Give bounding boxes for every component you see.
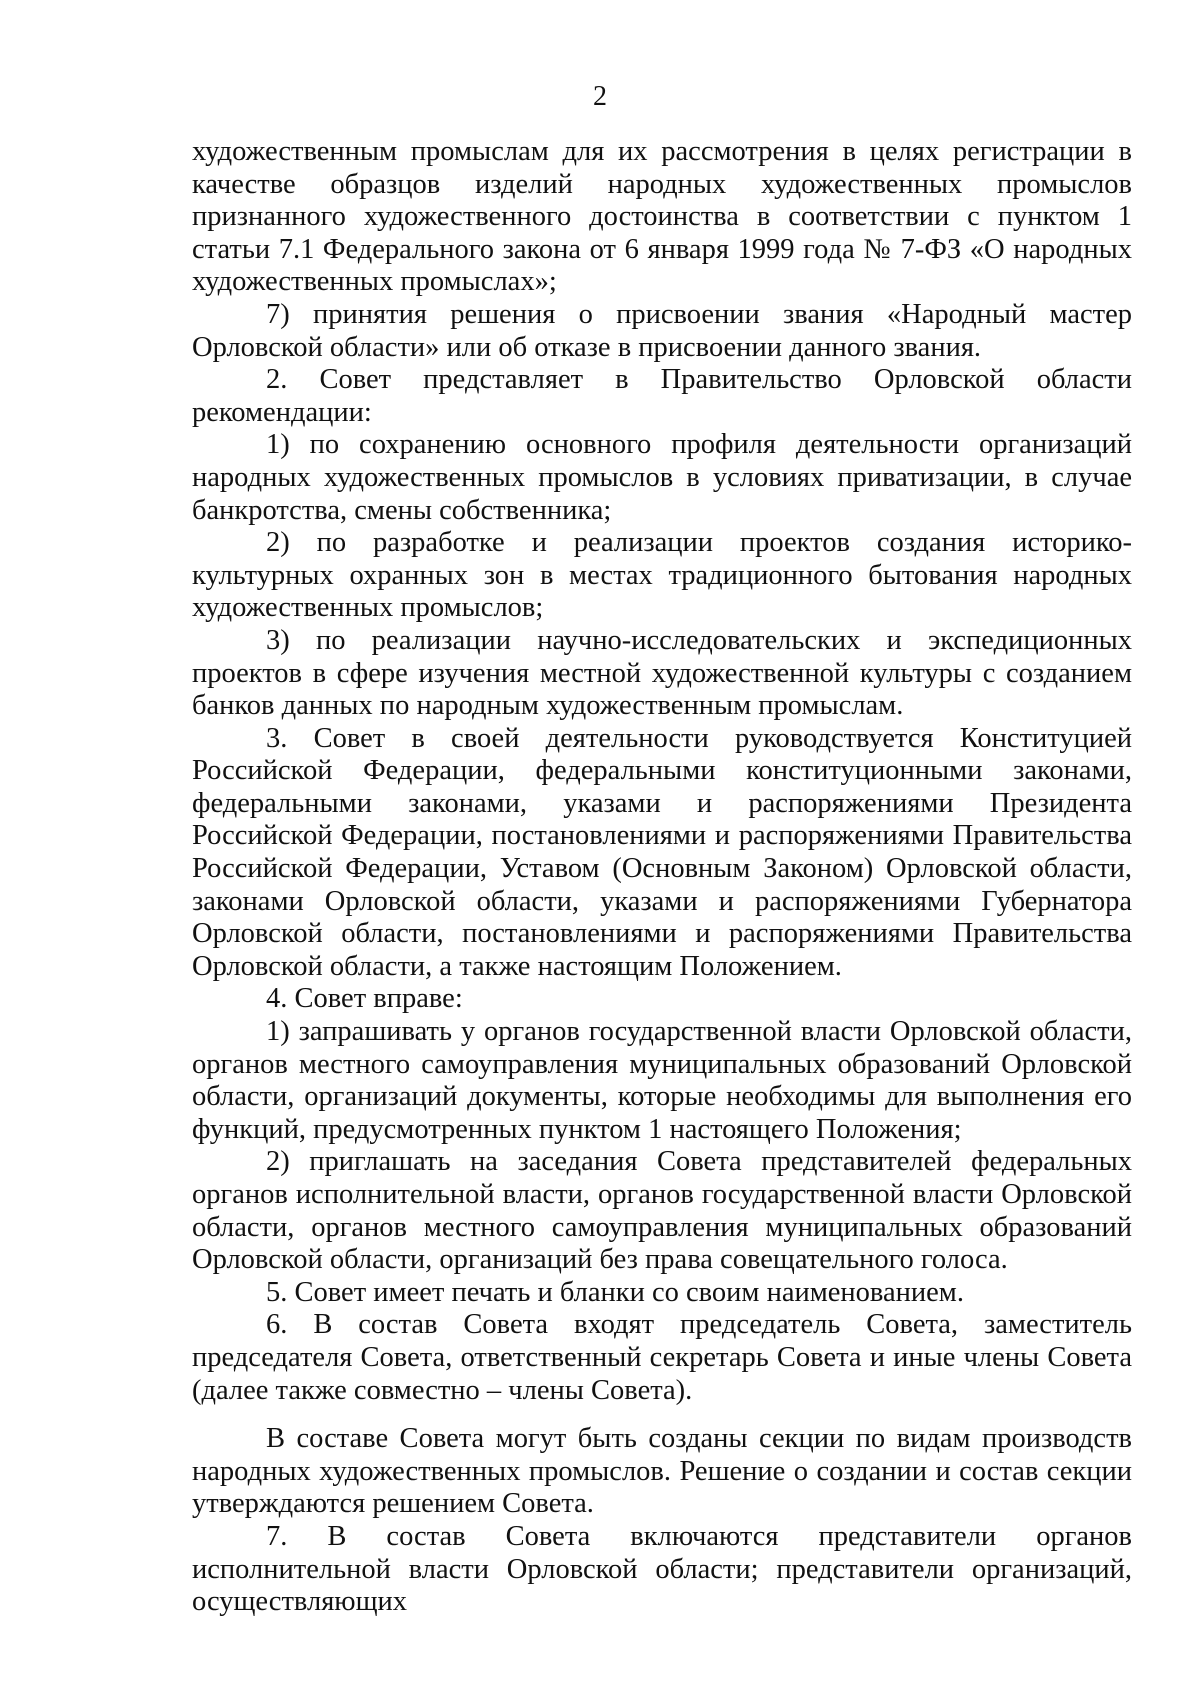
paragraph-section-7: 7. В состав Совета включаются представители органов исполнительной власти Орловской области; представители организаций, осуществляющих xyxy=(192,1520,1132,1618)
page-number: 2 xyxy=(593,81,607,112)
paragraph-section-5: 5. Совет имеет печать и бланки со своим наименованием. xyxy=(266,1276,964,1308)
paragraph-section-6: 6. В состав Совета входят председатель Совета, заместитель председателя Совета, ответственный секретарь Совета и иные члены Совета (далее также совместно – члены Совета). xyxy=(192,1309,1132,1406)
paragraph-item-2-1: 1) по сохранению основного профиля деятельности организаций народных художественных промыслов в условиях приватизации, в случае банкротства, смены собственника; xyxy=(192,429,1132,526)
paragraph-continuation: художественным промыслам для их рассмотрения в целях регистрации в качестве образцов изделий народных художественных промыслов признанного художественного достоинства в соответствии с пунктом 1 статьи 7.1 Федерального закона от 6 января 1999 года № 7-ФЗ «О народных художественных промыслах»; xyxy=(192,136,1132,298)
paragraph-section-6-sections: В составе Совета могут быть созданы секции по видам производств народных художественных промыслов. Решение о создании и состав секции утверждаются решением Совета. xyxy=(192,1423,1132,1520)
paragraph-item-1-7: 7) принятия решения о присвоении звания «Народный мастер Орловской области» или об отказе в присвоении данного звания. xyxy=(192,298,1132,363)
paragraph-item-4-2: 2) приглашать на заседания Совета представителей федеральных органов исполнительной власти, органов государственной власти Орловской области, органов местного самоуправления муниципальных образований Орловской области, организаций без права совещательного голоса. xyxy=(192,1146,1132,1276)
paragraph-item-2-2: 2) по разработке и реализации проектов создания историко-культурных охранных зон в местах традиционного бытования народных художественных промыслов; xyxy=(192,527,1132,624)
paragraph-section-2: 2. Совет представляет в Правительство Орловской области рекомендации: xyxy=(192,364,1132,428)
paragraph-item-4-1: 1) запрашивать у органов государственной власти Орловской области, органов местного самоуправления муниципальных образований Орловской области, организаций документы, которые необходимы для выполнения его функций, предусмотренных пунктом 1 настоящего Положения; xyxy=(192,1016,1132,1145)
paragraph-item-2-3: 3) по реализации научно-исследовательских и экспедиционных проектов в сфере изучения местной художественной культуры с созданием банков данных по народным художественным промыслам. xyxy=(192,624,1132,722)
document-body xyxy=(192,136,1132,1619)
paragraph-section-3: 3. Совет в своей деятельности руководствуется Конституцией Российской Федерации, федеральными конституционными законами, федеральными законами, указами и распоряжениями Президента Российской Федерации, постановлениями и распоряжениями Правительства Российской Федерации, Уставом (Основным Законом) Орловской области, законами Орловской области, указами и распоряжениями Губернатора Орловской области, постановлениями и распоряжениями Правительства Орловской области, а также настоящим Положением. xyxy=(192,722,1132,982)
paragraph-section-4: 4. Совет вправе: xyxy=(266,983,463,1015)
